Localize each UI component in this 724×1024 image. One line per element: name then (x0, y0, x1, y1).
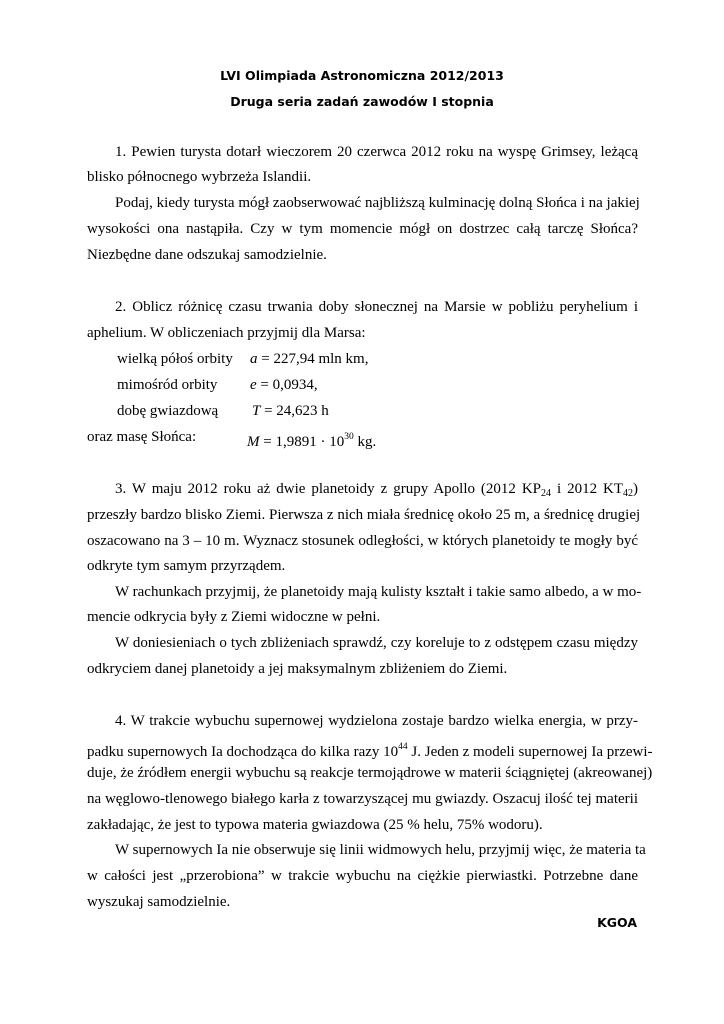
task1-line1: 1. Pewien turysta dotarł wieczorem 20 czerwca 2012 roku na wyspę Grimsey, leżącą (115, 144, 638, 160)
task3-line8: odkryciem danej planetoidy a jej maksymalnym zbliżeniem do Ziemi. (87, 661, 508, 677)
symbol-t: T (252, 403, 261, 419)
symbol-a: a (250, 351, 258, 367)
task3-line2: przeszły bardzo blisko Ziemi. Pierwsza z nich miała średnicę około 25 m, a średnicę drugiej (87, 507, 641, 523)
task4-line3: duje, że źródłem energii wybuchu są reakcje termojądrowe w materii ściągniętej (akreowanej) (87, 765, 653, 781)
signature-kgoa: KGOA (597, 915, 637, 930)
symbol-m: M (247, 434, 260, 450)
param-sun-mass-label: oraz masę Słońca: (87, 429, 197, 445)
task1-line2: blisko północnego wybrzeża Islandii. (87, 169, 312, 185)
param-sidereal-day-label: dobę gwiazdową (117, 403, 219, 419)
param-sun-mass-value: $M = 1,9891 \cdot 10^{30}$ kg. (247, 432, 377, 450)
task4-line4: na węglowo-tlenowego białego karła z towarzyszącej mu gwiazdy. Oszacuj ilość tej materii (87, 791, 638, 807)
symbol-e: e (250, 377, 257, 393)
task1-line5: Niezbędne dane odszukaj samodzielnie. (87, 247, 327, 263)
param-semimajor-label: wielką półoś orbity (117, 351, 233, 367)
task3-line7: W doniesieniach o tych zbliżeniach sprawdź, czy koreluje to z odstępem czasu między (115, 635, 638, 651)
task4-line2: padku supernowych Ia dochodząca do kilka razy $10^{44}$ J. Jeden z modeli supernowej Ia przewi- (87, 742, 653, 760)
task4-line1: 4. W trakcie wybuchu supernowej wydzielona zostaje bardzo wielka energia, w przy- (115, 713, 638, 729)
task1-line3: Podaj, kiedy turysta mógł zaobserwować najbliższą kulminację dolną Słońca i na jakiej (115, 195, 640, 211)
task3-line4: odkryte tym samym przyrządem. (87, 558, 286, 574)
task2-line2: aphelium. W obliczeniach przyjmij dla Marsa: (87, 325, 366, 341)
page-title: LVI Olimpiada Astronomiczna 2012/2013 (220, 68, 504, 83)
task1-line4: wysokości ona nastąpiła. Czy w tym momencie mógł on dostrzec całą tarczę Słońca? (87, 221, 638, 237)
param-eccentricity-label: mimośród orbity (117, 377, 218, 393)
page-subtitle: Druga seria zadań zawodów I stopnia (230, 94, 494, 109)
param-eccentricity-value: e = 0,0934, (250, 377, 318, 393)
task3-line6: mencie odkrycia były z Ziemi widoczne w pełni. (87, 609, 381, 625)
param-sidereal-day-value: T = 24,623 h (252, 403, 329, 419)
task2-line1: 2. Oblicz różnicę czasu trwania doby słonecznej na Marsie w pobliżu peryhelium i (115, 299, 638, 315)
task3-line1: 3. W maju 2012 roku aż dwie planetoidy z grupy Apollo (2012 $KP_{24}$ i 2012 $KT_{42}$) (115, 481, 638, 499)
task3-line3: oszacowano na 3 – 10 m. Wyznacz stosunek odległości, w których planetoidy te mogły być (87, 533, 638, 549)
task4-line5: zakładając, że jest to typowa materia gwiazdowa (25 % helu, 75% wodoru). (87, 817, 543, 833)
task3-line5: W rachunkach przyjmij, że planetoidy mają kulisty kształt i takie samo albedo, a w mo- (115, 584, 642, 600)
task4-line7: w całości jest „przerobiona” w trakcie wybuchu na ciężkie pierwiastki. Potrzebne dane (87, 868, 638, 884)
task4-line6: W supernowych Ia nie obserwuje się linii widmowych helu, przyjmij więc, że materia ta (115, 842, 646, 858)
task4-line8: wyszukaj samodzielnie. (87, 894, 231, 910)
param-semimajor-value: a = 227,94 mln km, (250, 351, 369, 367)
